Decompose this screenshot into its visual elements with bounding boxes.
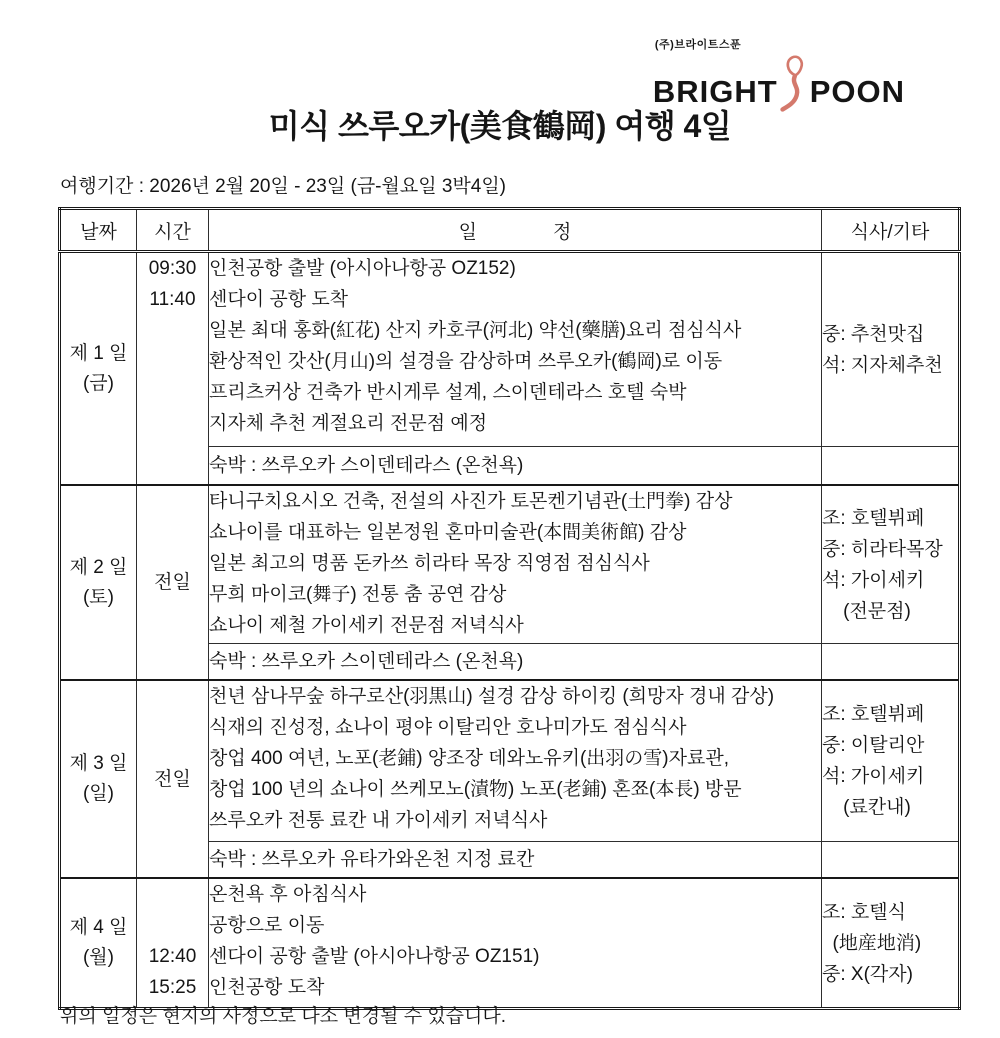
meal-line: (전문점)	[822, 600, 911, 622]
page-title: 미식 쓰루오카(美食鶴岡) 여행 4일	[268, 108, 732, 144]
day-label: 제 4 일	[69, 917, 128, 938]
day-row-2	[60, 485, 960, 644]
header-row	[60, 209, 960, 252]
day-label: 제 1 일	[69, 342, 128, 364]
schedule-line: 무희 마이코(舞子) 전통 춤 공연 감상	[209, 584, 507, 605]
schedule-line: 일본 최대 홍화(紅花) 산지 카호쿠(河北) 약선(藥膳)요리 점심식사	[209, 320, 742, 341]
schedule-line: 천년 삼나무숲 하구로산(羽黒山) 설경 감상 하이킹 (희망자 경내 감상)	[209, 686, 775, 707]
weekday-label: (일)	[82, 783, 114, 804]
meal-line: 조: 호텔식	[822, 901, 906, 923]
time-cell	[137, 252, 209, 486]
schedule-cell	[209, 878, 822, 1009]
meal-cell	[822, 485, 960, 644]
date-cell	[60, 252, 137, 486]
time-values	[137, 941, 208, 1003]
day-row-4	[60, 878, 960, 1009]
time-values	[137, 253, 208, 315]
schedule-cell	[209, 680, 822, 842]
meal-cell	[822, 252, 960, 447]
header-schedule: 일 정	[209, 209, 822, 252]
meal-cell	[822, 878, 960, 1009]
lodging-text: 숙박 : 쓰루오카 스이덴테라스 (온천욕)	[209, 650, 524, 672]
header-date: 날짜	[60, 209, 137, 252]
day-row-1	[60, 252, 960, 447]
time-cell	[137, 680, 209, 878]
meal-line: (료칸내)	[822, 797, 911, 818]
time-value: 15:25	[148, 977, 197, 998]
date-cell	[60, 680, 137, 878]
meal-line: 중: X(각자)	[822, 963, 913, 985]
meal-empty-cell	[822, 842, 960, 879]
brightspoon-logo	[653, 36, 905, 107]
weekday-label: (금)	[82, 372, 114, 394]
schedule-line: 온천욕 후 아침식사	[209, 884, 367, 905]
day-label: 제 3 일	[69, 753, 128, 774]
schedule-line: 프리츠커상 건축가 반시게루 설계, 스이덴테라스 호텔 숙박	[209, 382, 687, 403]
logo-wordmark	[653, 53, 905, 107]
time-cell	[137, 485, 209, 680]
day-label: 제 2 일	[69, 556, 128, 578]
schedule-cell	[209, 485, 822, 644]
header-meal: 식사/기타	[822, 209, 960, 252]
lodging-cell	[209, 447, 822, 486]
schedule-line: 센다이 공항 출발 (아시아나항공 OZ151)	[209, 946, 540, 967]
lodging-cell	[209, 644, 822, 681]
schedule-cell	[209, 252, 822, 447]
weekday-label: (토)	[82, 586, 114, 608]
logo-company-name: (주)브라이트스푼	[654, 39, 742, 51]
meal-line: 석: 지자체추천	[822, 354, 943, 376]
schedule-line: 창업 100 년의 쇼나이 쓰케모노(漬物) 노포(老鋪) 혼쬬(本長) 방문	[209, 779, 742, 800]
lodging-text: 숙박 : 쓰루오카 유타가와온천 지정 료칸	[209, 848, 535, 870]
all-day-label: 전일	[154, 572, 191, 593]
meal-line: 중: 이탈리안	[822, 735, 925, 756]
trip-period: 여행기간 : 2026년 2월 20일 - 23일 (금-월요일 3박4일)	[60, 176, 507, 197]
meal-empty-cell	[822, 644, 960, 681]
all-day-label: 전일	[154, 768, 191, 790]
meal-line: 중: 추천맛집	[822, 323, 925, 345]
weekday-label: (월)	[82, 947, 114, 968]
meal-empty-cell	[822, 447, 960, 486]
schedule-line: 인천공항 출발 (아시아나항공 OZ152)	[209, 258, 516, 279]
schedule-line: 일본 최고의 명품 돈카쓰 히라타 목장 직영점 점심식사	[209, 553, 650, 574]
day-row-3	[60, 680, 960, 842]
meal-line: 조: 호텔뷔페	[822, 507, 925, 529]
schedule-line: 창업 400 여년, 노포(老鋪) 양조장 데와노유키(出羽の雪)자료관,	[209, 748, 729, 769]
date-cell	[60, 878, 137, 1009]
meal-line: 중: 히라타목장	[822, 538, 943, 560]
meal-cell	[822, 680, 960, 842]
logo-text-poon: POON	[809, 74, 905, 109]
lodging-cell	[209, 842, 822, 879]
meal-line: 조: 호텔뷔페	[822, 704, 925, 725]
schedule-line: 쇼나이 제철 가이세키 전문점 저녁식사	[209, 615, 524, 636]
logo-text-bright: BRIGHT	[652, 74, 778, 109]
meal-line: (地産地消)	[822, 932, 922, 954]
meal-line: 석: 가이세키	[822, 569, 925, 591]
schedule-line: 공항으로 이동	[209, 915, 325, 936]
schedule-line: 식재의 진성정, 쇼나이 평야 이탈리안 호나미가도 점심식사	[209, 717, 687, 738]
time-value: 12:40	[148, 946, 197, 967]
spoon-icon	[778, 53, 810, 107]
schedule-line: 인천공항 도착	[209, 977, 325, 998]
date-cell	[60, 485, 137, 680]
lodging-text: 숙박 : 쓰루오카 스이덴테라스 (온천욕)	[209, 454, 524, 476]
schedule-line: 지자체 추천 계절요리 전문점 예정	[209, 413, 488, 434]
time-cell	[137, 878, 209, 1009]
header-time: 시간	[137, 209, 209, 252]
time-value: 11:40	[149, 289, 196, 310]
schedule-line: 타니구치요시오 건축, 전설의 사진가 토몬켄기념관(土門拳) 감상	[209, 491, 733, 512]
footer-note: 위의 일정은 현지의 사정으로 다소 변경될 수 있습니다.	[60, 1006, 507, 1027]
schedule-line: 센다이 공항 도착	[209, 289, 349, 310]
meal-line: 석: 가이세키	[822, 766, 925, 787]
schedule-line: 환상적인 갓산(月山)의 설경을 감상하며 쓰루오카(鶴岡)로 이동	[209, 351, 723, 372]
itinerary-table	[58, 207, 961, 1010]
schedule-line: 쇼나이를 대표하는 일본정원 혼마미술관(本間美術館) 감상	[209, 522, 687, 543]
time-value: 09:30	[148, 258, 197, 279]
schedule-line: 쓰루오카 전통 료칸 내 가이세키 저녁식사	[209, 810, 548, 831]
